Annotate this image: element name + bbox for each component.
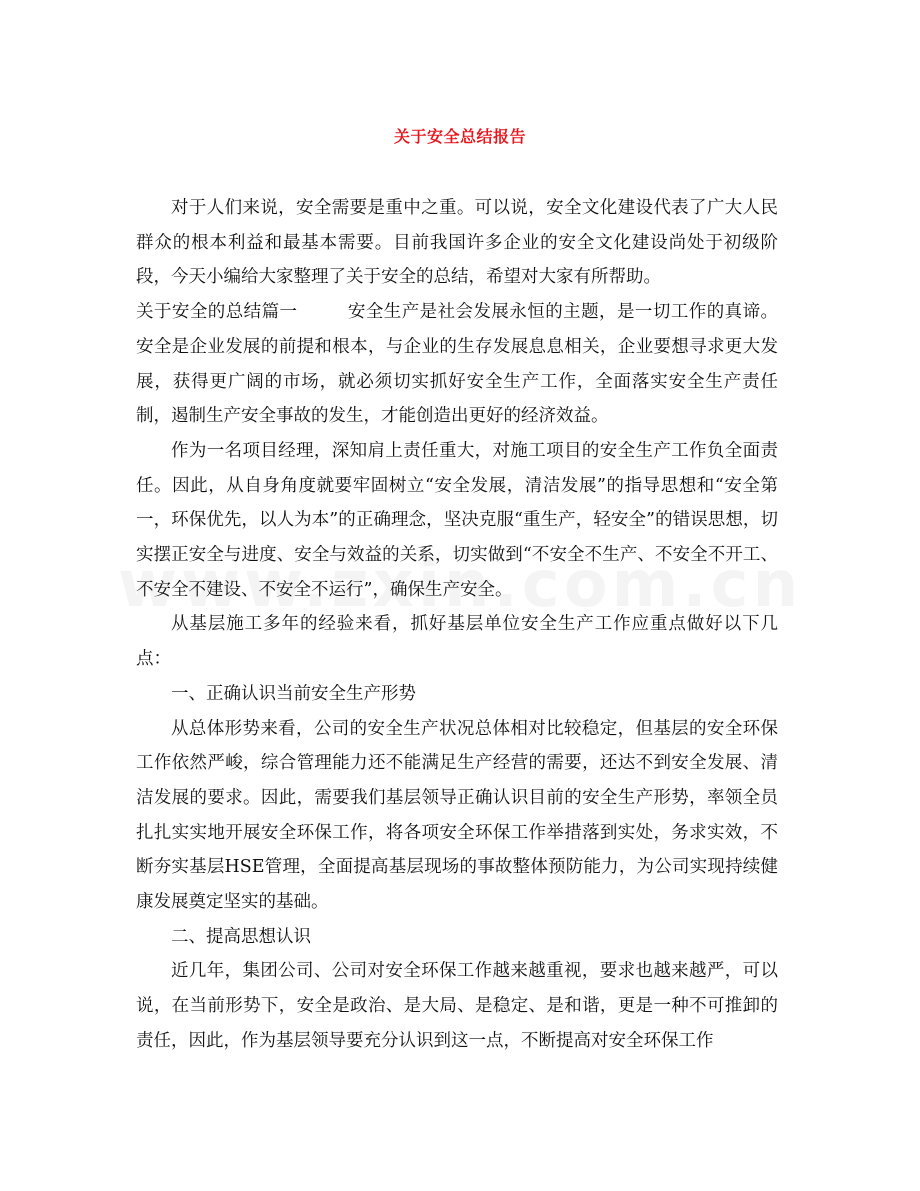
subheading-one: 一、正确认识当前安全生产形势 xyxy=(171,683,416,704)
document-title: 关于安全总结报告 xyxy=(393,127,526,146)
paragraph-experience: 从基层施工多年的经验来看，抓好基层单位安全生产工作应重点做好以下几点： xyxy=(136,614,778,670)
section-one-text: 安全生产是社会发展永恒的主题，是一切工作的真谛。安全是企业发展的前提和根本，与企业的生存发展息息相关，企业要想寻求更大发展，获得更广阔的市场，就必须切实抓好安全生产工作，全面落实安全生产责任制，遏制生产安全事故的发生，才能创造出更好的经济效益。 xyxy=(136,302,779,427)
paragraph-intro: 对于人们来说，安全需要是重中之重。可以说，安全文化建设代表了广大人民群众的根本利益和最基本需要。目前我国许多企业的安全文化建设尚处于初级阶段，今天小编给大家整理了关于安全的总结，希望对大家有所帮助。 xyxy=(136,198,778,288)
section-heading: 关于安全的总结篇一 xyxy=(136,302,298,323)
paragraph-project-manager: 作为一名项目经理，深知肩上责任重大，对施工项目的安全生产工作负全面责任。因此，从自身角度就要牢固树立“安全发展，清洁发展”的指导思想和“安全第一，环保优先，以人为本”的正确理念，坚决克服“重生产，轻安全”的错误思想，切实摆正安全与进度、安全与效益的关系，切实做到“不安全不生产、不安全不开工、不安全不建设、不安全不运行”，确保生产安全。 xyxy=(136,440,778,600)
document-body xyxy=(136,191,778,1059)
paragraph-recent-years: 近几年，集团公司、公司对安全环保工作越来越重视，要求也越来越严，可以说，在当前形势下，安全是政治、是大局、是稳定、是和谐，更是一种不可推卸的责任，因此，作为基层领导要充分认识到这一点，不断提高对安全环保工作 xyxy=(136,961,778,1051)
paragraph-section-one xyxy=(136,295,778,434)
paragraph-situation: 从总体形势来看，公司的安全生产状况总体相对比较稳定，但基层的安全环保工作依然严峻，综合管理能力还不能满足生产经营的需要，还达不到安全发展、清洁发展的要求。因此，需要我们基层领导正确认识目前的安全生产形势，率领全员扎扎实实地开展安全环保工作，将各项安全环保工作举措落到实处，务求实效，不断夯实基层HSE管理，全面提高基层现场的事故整体预防能力，为公司实现持续健康发展奠定坚实的基础。 xyxy=(136,718,778,913)
subheading-two: 二、提高思想认识 xyxy=(171,926,311,947)
